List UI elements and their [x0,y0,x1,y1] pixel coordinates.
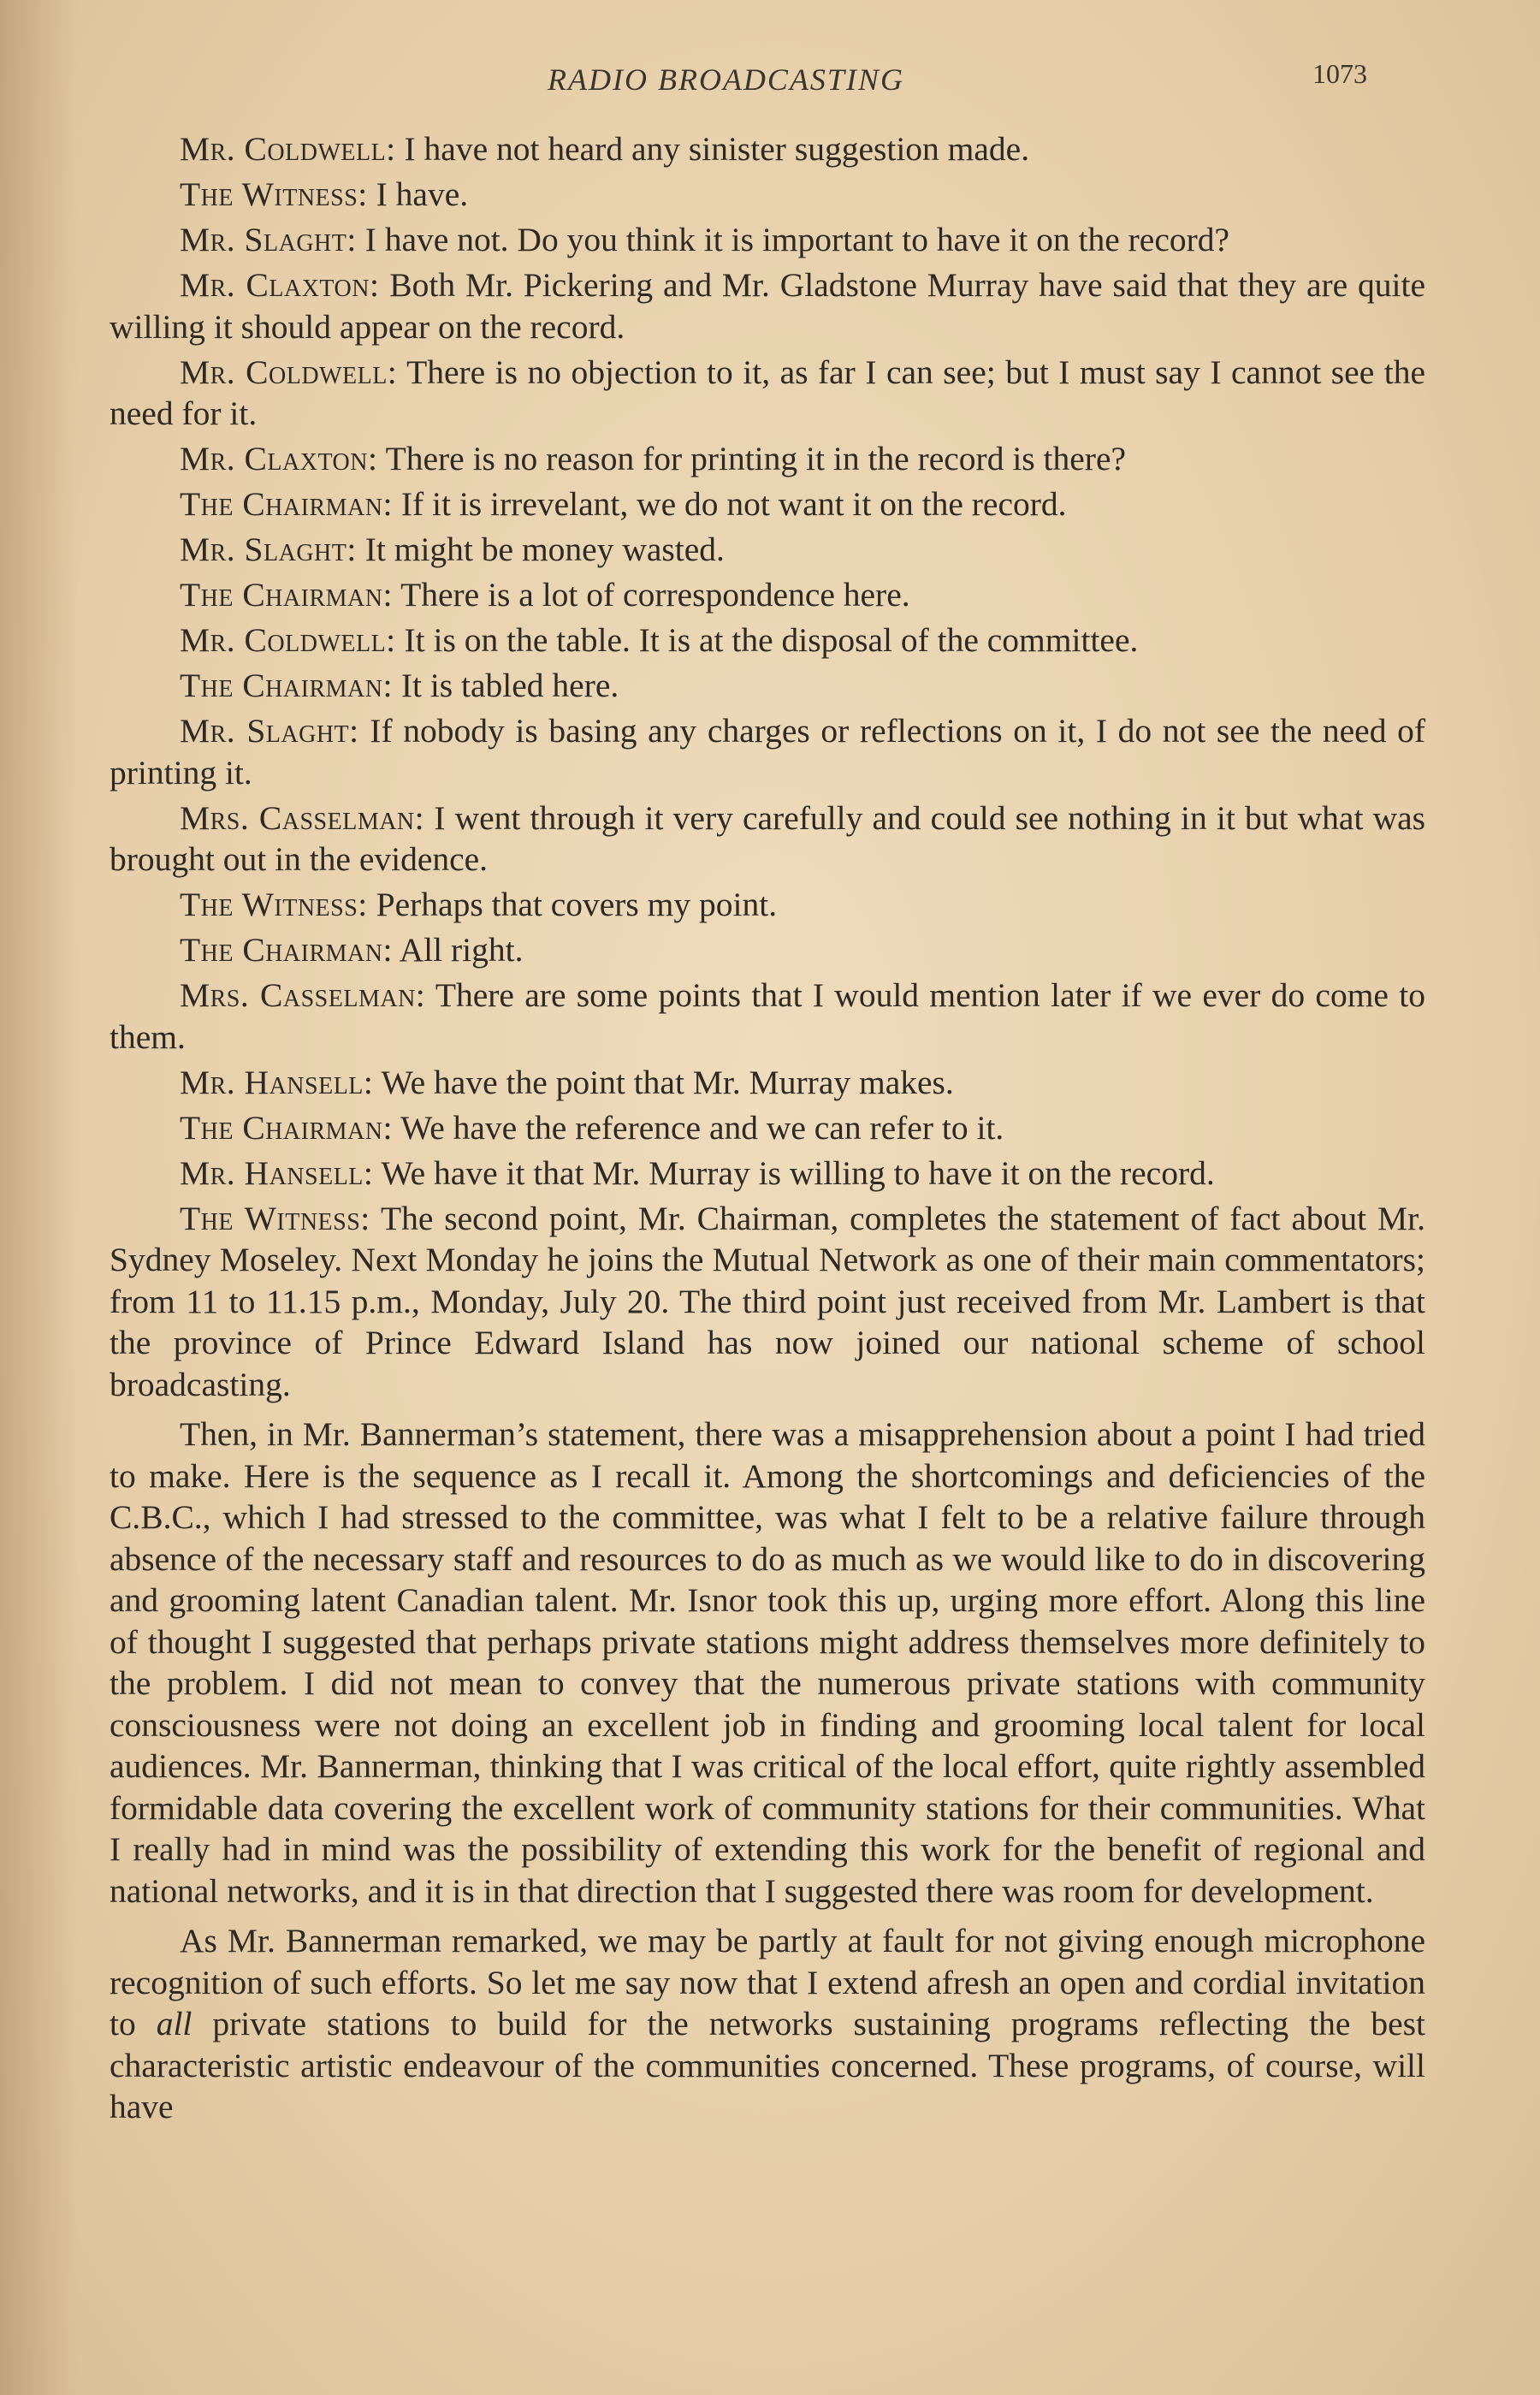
speech-text: It is on the table. It is at the disposal of the committee. [395,621,1139,659]
speech-text: If nobody is basing any charges or reflections on it, I do not see the need of printing it. [110,712,1426,791]
speech-paragraph [110,128,1425,170]
page-number: 1073 [1312,58,1367,89]
speaker-name: The Chairman: [180,667,393,704]
speaker-name: Mrs. Casselman: [180,976,426,1014]
speech-text: The second point, Mr. Chairman, completes the statement of fact about Mr. Sydney Moseley. Next Monday he joins the Mutual Network as one of their main commentators; from 11 to 11.15 p.m., Monday, July 20. The third point just received from Mr. Lambert is that the province of Prince Edward Island has now joined our national scheme of school broadcasting. [110,1199,1425,1403]
emphasis-text: all [156,2005,192,2042]
body-paragraph: Then, in Mr. Bannerman’s statement, there was a misapprehension about a point I had tried to make. Here is the sequence as I recall it. Among the shortcomings and deficiencies of the C.B.C., which I had stressed to the committee, was what I felt to be a relative failure through absence of the necessary staff and resources to do as much as we would like to do in discovering and grooming latent Canadian talent. Mr. Isnor took this up, urging more effort. Along this line of thought I suggested that perhaps private stations might address themselves more definitely to the problem. I did not mean to convey that the numerous private stations with community consciousness were not doing an excellent job in finding and grooming local talent for local audiences. Mr. Bannerman, thinking that I was critical of the local effort, quite rightly assembled formidable data covering the excellent work of community stations for their communities. What I really had in mind was the possibility of extending this work for the benefit of regional and national networks, and it is in that direction that I suggested there was room for development. [110,1415,1425,1910]
speech-text: We have the point that Mr. Murray makes. [373,1063,954,1101]
speaker-name: Mr. Claxton: [180,440,378,477]
speech-paragraph [110,1107,1425,1149]
speech-text: I have. [367,175,469,213]
speech-paragraph [110,619,1425,661]
speech-paragraph [110,174,1425,216]
speech-text: All right. [392,931,524,969]
speech-text: There is a lot of correspondence here. [392,576,910,614]
speaker-name: The Chairman: [180,1108,393,1147]
speech-paragraph [110,219,1425,261]
speech-paragraph [110,352,1425,435]
speech-paragraph [110,797,1425,880]
speech-text: Both Mr. Pickering and Mr. Gladstone Murray have said that they are quite willing it should appear on the record. [110,266,1425,346]
speaker-name: The Witness: [180,175,368,213]
speech-paragraph [110,438,1425,480]
speaker-name: Mr. Slaght: [180,531,357,568]
speech-paragraph [110,483,1425,525]
speaker-name: Mr. Coldwell: [180,353,398,391]
speech-paragraph [110,710,1425,793]
page-gutter-shadow [0,0,77,2395]
speech-text: We have it that Mr. Murray is willing to have it on the record. [373,1153,1215,1192]
speech-text: I have not heard any sinister suggestion made. [395,130,1030,168]
speaker-name: The Witness: [180,886,368,923]
speaker-name: The Chairman: [180,485,393,523]
speaker-name: Mr. Slaght: [180,712,359,750]
speech-text: There are some points that I would mention later if we ever do come to them. [110,976,1425,1056]
speaker-name: Mr. Hansell: [180,1063,374,1101]
speech-paragraph [110,1153,1425,1195]
speech-text: It might be money wasted. [356,531,725,568]
speech-text: There is no reason for printing it in the record is there? [377,440,1127,477]
speaker-name: Mr. Coldwell: [180,130,396,168]
paragraph-text: private stations to build for the networks sustaining programs reflecting the best characteristic artistic endeavour of the communities concerned. These programs, of course, will have [110,2005,1425,2125]
speech-paragraph [110,665,1425,707]
speech-paragraph [110,1062,1425,1104]
page-body [110,128,1425,2133]
speaker-name: The Chairman: [180,576,393,614]
speech-text: I went through it very carefully and could see nothing in it but what was brought out in the evidence. [110,798,1425,878]
speech-paragraph [110,1198,1425,1406]
speech-text: It is tabled here. [392,667,619,704]
speech-text: Perhaps that covers my point. [367,886,778,923]
speaker-name: Mr. Coldwell: [180,621,396,659]
speaker-name: Mr. Hansell: [180,1153,374,1192]
running-head: RADIO BROADCASTING [548,62,904,97]
speaker-name: The Chairman: [180,931,393,969]
speech-text: There is no objection to it, as far I can see; but I must say I cannot see the need for it. [110,353,1425,432]
speech-paragraph [110,884,1425,926]
speech-paragraph [110,574,1425,616]
speaker-name: Mrs. Casselman: [180,798,425,837]
speaker-name: The Witness: [180,1199,370,1237]
speaker-name: Mr. Slaght: [180,221,357,258]
speech-paragraph [110,264,1425,347]
page-header [0,58,1540,113]
speech-text: If it is irrevelant, we do not want it on the record. [392,485,1067,523]
body-paragraph [110,1920,1425,2128]
speech-paragraph [110,975,1425,1058]
speech-text: We have the reference and we can refer to it. [392,1108,1004,1147]
paragraph-text: As Mr. Bannerman remarked, we may be partly at fault for not giving enough microphone recognition of such efforts. So let me say now that I extend afresh an open and cordial invitation to [110,1922,1425,2042]
speech-paragraph [110,929,1425,971]
speaker-name: Mr. Claxton: [180,266,380,304]
speech-paragraph [110,529,1425,571]
speech-text: I have not. Do you think it is important to have it on the record? [356,221,1230,258]
